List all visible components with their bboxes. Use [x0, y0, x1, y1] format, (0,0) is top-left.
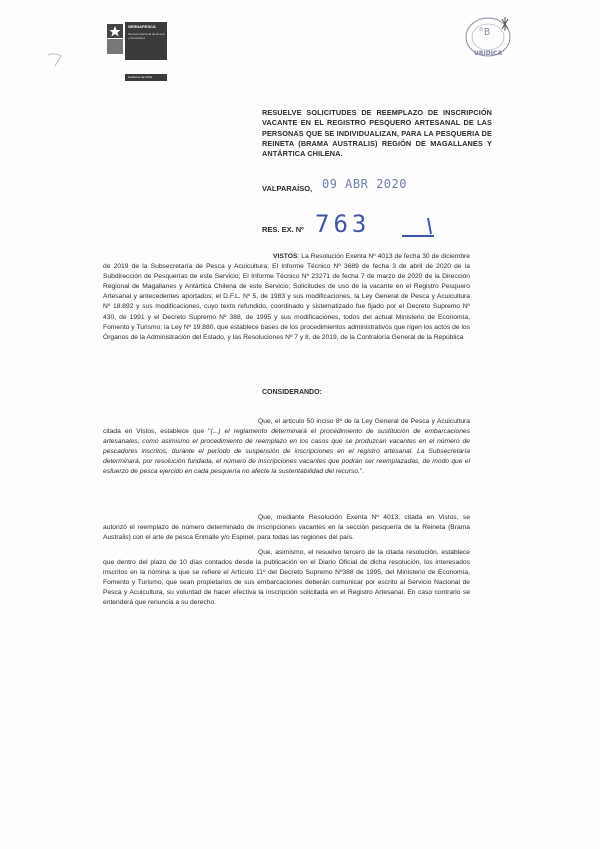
p3-text: Que, asimismo, el resuelvo tercero de la citada resolución, establece que dentro del plazo de 10 días contados desde la publicación en el Diario Oficial de dicha resolución, los interesados inscritos en la nómina a que se refiere el Artículo 11º del Decreto Supremo Nº388 de 1995, del Ministerio de Economía, Fomento y Turismo, que sean propietarios de sus embarcaciones deberán comunicar por escrito al Servicio Nacional de Pesca y Acuicultura, su voluntad de hacer efectiva la inscripción solicitada en el Registro Artesanal. En caso contrario se entenderá que renuncia a su derecho. — [103, 549, 470, 607]
considerando-paragraph-1 — [103, 417, 470, 478]
vistos-label: VISTOS — [273, 253, 298, 260]
sernapesca-logo — [105, 22, 167, 86]
resolution-label: RES. EX. Nº — [262, 225, 304, 234]
juridica-stamp-icon — [464, 15, 516, 61]
svg-text:°B: °B — [478, 27, 491, 38]
vistos-text: : La Resolución Exenta Nº 4013 de fecha 30 de diciembre de 2019 de la Subsecretaría de Pesca y Acuicultura; El Informe Técnico Nº 3689 de fecha 3 de abril de 2020 de la Subdirección de Pesquerías de este Servicio; El Informe Técnico Nº 23271 de fecha 7 de marzo de 2020 de la Dirección Regional de Magallanes y Antártica Chilena de este Servicio; Solicitudes de uso de la vacante en el Registro Pesquero Artesanal y antecedentes aportados; el D.F.L. Nº 5, de 1983 y sus modificaciones, la Ley General de Pesca y Acuicultura Nº 18.892 y sus modificaciones, cuyo texto refundido, coordinado y sistematizado fue fijado por el Decreto Supremo Nº 430, de 1991 y el Decreto Supremo Nº 388, de 1995 y sus modificaciones, todos del actual Ministerio de Economía, Fomento y Turismo; la Ley Nº 19.880, que establece bases de los procedimientos administrativos que rigen los actos de los Órganos de la Administración del Estado, y las Resoluciones Nº 7 y 8, de 2019, de la Contraloría General de la República — [103, 253, 470, 341]
resolution-number: 763 — [315, 210, 371, 238]
logo-title: SERNAPESCA — [128, 24, 156, 29]
chile-shield-icon — [105, 22, 125, 56]
p1-quote: (...) el reglamento determinará el procedimiento de sustitución de embarcaciones artesanales, como asimismo el procedimiento de reemplazo en los casos que se produzcan vacantes en el número de pescadores inscritos, durante el período de suspensión de inscripciones en el registro artesanal. La Subsecretaría determinará, por resolución fundada, el número de inscripciones vacantes que podrán ser reemplazadas, de modo que el esfuerzo de pesca ejercido en cada pesquería no afecte la sustentabilidad del recurso. — [103, 428, 470, 476]
p2-text: Que, mediante Resolución Exenta Nº 4013, citada en Vistos, se autorizó el reemplazo de número determinado de inscripciones vacantes en la sección pesquería de la Reineta (Brama Australis) con el arte de pesca Enmalle y/o Espinel, para todas las regiones del país. — [103, 514, 470, 542]
considerando-paragraph-3 — [103, 548, 470, 609]
logo-footer: Gobierno de Chile — [128, 75, 153, 79]
logo-subtitle: Servicio Nacional de Pesca y Acuicultura — [128, 32, 165, 40]
date-stamp: 09 ABR 2020 — [322, 177, 407, 191]
considerando-paragraph-2 — [103, 513, 470, 543]
stamp-mark-icon — [398, 214, 438, 240]
place-label: VALPARAÍSO, — [262, 184, 313, 193]
handwritten-mark-icon — [46, 52, 64, 68]
svg-text:URIDICA: URIDICA — [474, 50, 502, 57]
p1-tail: ". — [359, 468, 365, 476]
p1-lead: Que, el artículo 50 inciso 8º de la Ley General de Pesca y Acuicultura citada en Vistos, establece que " — [103, 418, 470, 436]
considerando-heading: CONSIDERANDO: — [262, 389, 322, 396]
resolution-heading: RESUELVE SOLICITUDES DE REEMPLAZO DE INSCRIPCIÓN VACANTE EN EL REGISTRO PESQUERO ARTESANAL DE LAS PERSONAS QUE SE INDIVIDUALIZAN, PARA LA PESQUERIA DE REINETA (BRAMA AUSTRALIS) REGIÓN DE MAGALLANES Y ANTÁRTICA CHILENA. — [262, 108, 492, 159]
vistos-paragraph — [103, 252, 470, 343]
